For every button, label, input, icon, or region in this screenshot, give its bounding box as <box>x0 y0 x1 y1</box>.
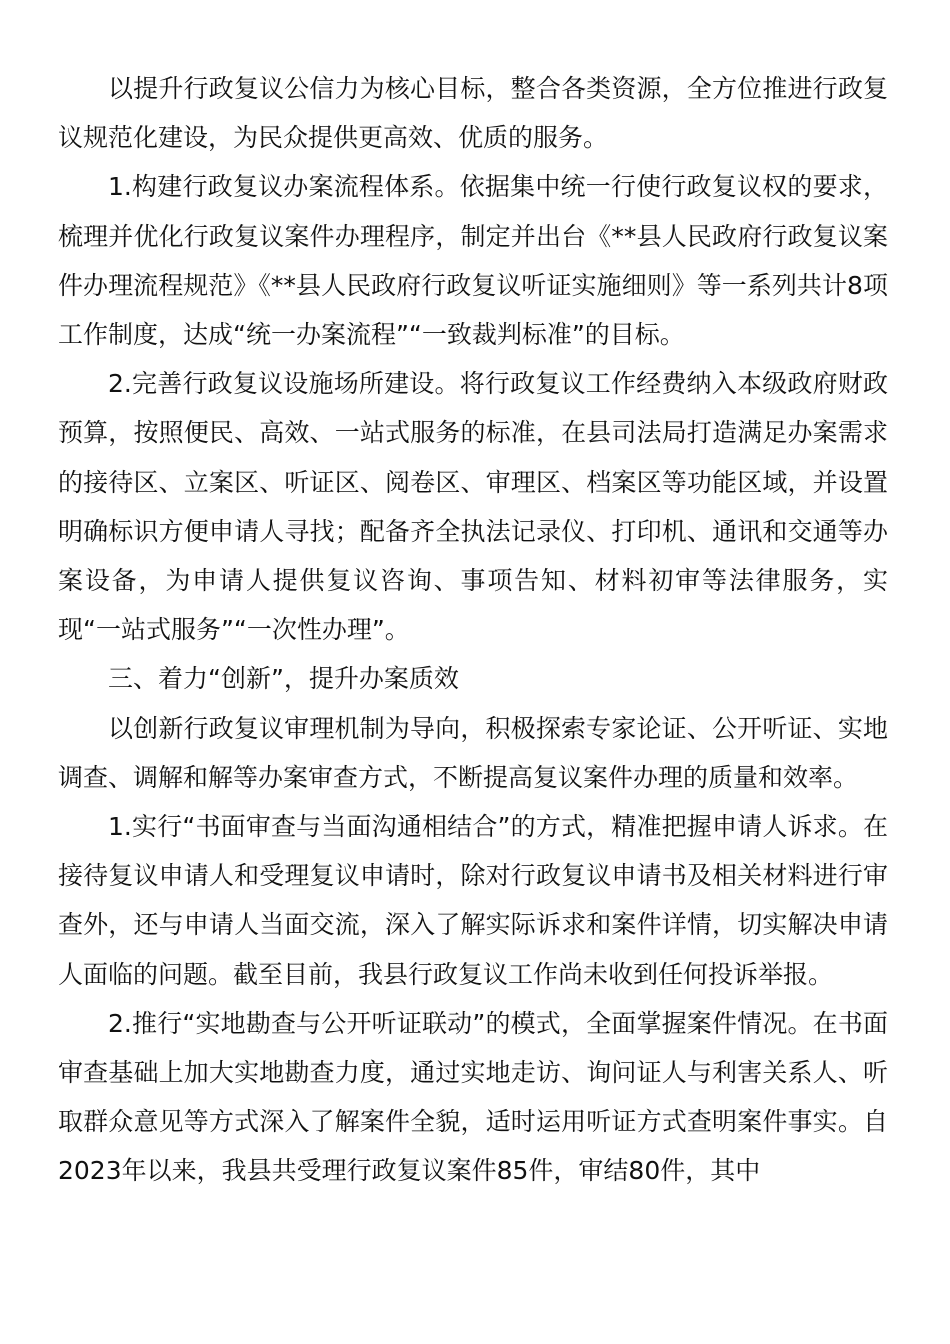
paragraph-written-review: 1.实行“书面审查与当面沟通相结合”的方式，精准把握申请人诉求。在接待复议申请人和受理复议申请时，除对行政复议申请书及相关材料进行审查外，还与申请人当面交流，深入了解实际诉求和案件详情，切实解决申请人面临的问题。截至目前，我县行政复议工作尚未收到任何投诉举报。 <box>58 812 888 989</box>
paragraph-facilities: 2.完善行政复议设施场所建设。将行政复议工作经费纳入本级政府财政预算，按照便民、高效、一站式服务的标准，在县司法局打造满足办案需求的接待区、立案区、听证区、阅卷区、审理区、档案区等功能区域，并设置明确标识方便申请人寻找；配备齐全执法记录仪、打印机、通讯和交通等办案设备，为申请人提供复议咨询、事项告知、材料初审等法律服务，实现“一站式服务”“一次性办理”。 <box>58 369 888 645</box>
paragraph-innovation-intro: 以创新行政复议审理机制为导向，积极探索专家论证、公开听证、实地调查、调解和解等办案审查方式，不断提高复议案件办理的质量和效率。 <box>58 713 888 792</box>
paragraph-onsite-hearing: 2.推行“实地勘查与公开听证联动”的模式，全面掌握案件情况。在书面审查基础上加大实地勘查力度，通过实地走访、询问证人与利害关系人、听取群众意见等方式深入了解案件全貌，适时运用听证方式查明案件事实。自2023年以来，我县共受理行政复议案件85件，审结80件，其中 <box>58 1008 888 1186</box>
section-heading-innovation: 三、着力“创新”，提升办案质效 <box>108 664 459 694</box>
paragraph-intro: 以提升行政复议公信力为核心目标，整合各类资源，全方位推进行政复议规范化建设，为民众提供更高效、优质的服务。 <box>58 74 888 153</box>
paragraph-process-system: 1.构建行政复议办案流程体系。依据集中统一行使行政复议权的要求，梳理并优化行政复议案件办理程序，制定并出台《**县人民政府行政复议案件办理流程规范》《**县人民政府行政复议听证实施细则》等一系列共计8项工作制度，达成“统一办案流程”“一致裁判标准”的目标。 <box>58 172 888 350</box>
document-page <box>58 64 888 1196</box>
